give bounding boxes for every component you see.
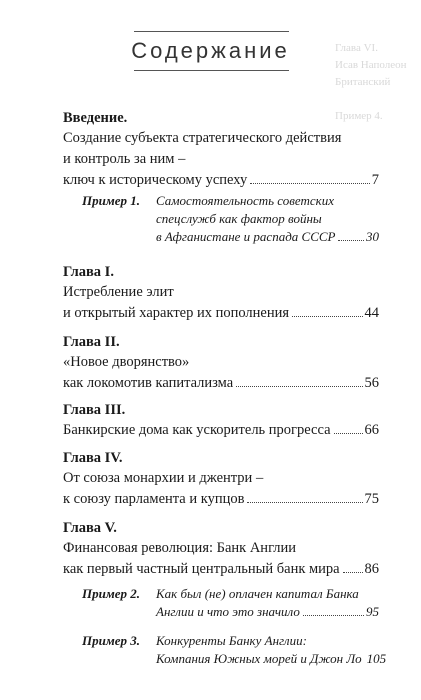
example-label: Пример 3. <box>82 633 141 648</box>
dot-leader <box>236 386 362 387</box>
entry-heading: Глава II. <box>63 334 120 350</box>
toc-entry-chapter-3 <box>63 400 379 441</box>
entry-last-line <box>63 489 379 510</box>
entry-heading: Глава I. <box>63 264 114 280</box>
example-line: спецслужб как фактор войны <box>156 211 322 226</box>
entry-line: От союза монархии и джентри – <box>63 470 264 486</box>
title-rule-bottom <box>134 70 289 71</box>
example-last-line <box>156 650 386 668</box>
entry-line: как первый частный центральный банк мира <box>63 561 340 577</box>
entry-line: Истребление элит <box>63 284 174 300</box>
entry-line: «Новое дворянство» <box>63 354 190 370</box>
entry-last-line <box>63 373 379 394</box>
toc-entry-chapter-4 <box>63 448 379 510</box>
toc-entry-chapter-2 <box>63 332 379 394</box>
example-line: Компания Южных морей и Джон Ло <box>156 651 362 666</box>
title-rule-top <box>134 31 289 32</box>
dot-leader <box>292 316 362 317</box>
entry-line: и контроль за ним – <box>63 151 186 167</box>
example-label: Пример 2. <box>82 586 141 601</box>
page-number: 86 <box>364 561 379 577</box>
entry-line: к союзу парламента и купцов <box>63 491 245 507</box>
entry-line: Банкирские дома как ускоритель прогресса <box>63 422 331 438</box>
page-number: 66 <box>364 422 379 438</box>
entry-last-line <box>63 303 379 324</box>
entry-line: Финансовая революция: Банк Англии <box>63 540 297 556</box>
page-number: 95 <box>366 604 379 619</box>
toc-entry-chapter-1 <box>63 262 379 324</box>
example-line: Англии и что это значило <box>156 604 300 619</box>
example-last-line <box>156 603 379 621</box>
page-number: 105 <box>366 651 387 666</box>
toc-entry-introduction <box>63 108 379 191</box>
entry-line: Создание субъекта стратегического действия <box>63 130 342 146</box>
dot-leader <box>338 240 364 241</box>
page-number: 30 <box>366 229 379 244</box>
example-line: Самостоятельность советских <box>156 193 334 208</box>
dot-leader <box>250 183 370 184</box>
entry-last-line <box>63 420 379 441</box>
page-number: 7 <box>371 172 379 188</box>
entry-last-line <box>63 559 379 580</box>
dot-leader <box>303 615 364 616</box>
dot-leader <box>334 433 363 434</box>
entry-line: и открытый характер их пополнения <box>63 305 290 321</box>
page-number: 75 <box>364 491 379 507</box>
page-title: Содержание <box>131 38 290 63</box>
example-last-line <box>156 228 379 246</box>
example-line: Конкуренты Банку Англии: <box>156 633 307 648</box>
entry-line: как локомотив капитализма <box>63 375 234 391</box>
dot-leader <box>247 502 362 503</box>
entry-heading: Введение. <box>63 110 128 126</box>
toc-example-3 <box>82 632 387 668</box>
page-number: 44 <box>364 305 379 321</box>
entry-heading: Глава IV. <box>63 450 123 466</box>
entry-last-line <box>63 170 379 191</box>
entry-heading: Глава III. <box>63 402 126 418</box>
bleed-through-texture: Глава VI. Исав Наполеон Британский Пример 4. <box>335 42 407 122</box>
toc-example-2 <box>82 585 379 621</box>
page-number: 56 <box>364 375 379 391</box>
example-line: в Афганистане и распада СССР <box>156 229 336 244</box>
entry-heading: Глава V. <box>63 520 117 536</box>
toc-entry-chapter-5 <box>63 518 379 580</box>
entry-line: ключ к историческому успеху <box>63 172 248 188</box>
dot-leader <box>343 572 363 573</box>
example-line: Как был (не) оплачен капитал Банка <box>156 586 359 601</box>
toc-example-1 <box>82 192 379 246</box>
example-label: Пример 1. <box>82 193 141 208</box>
